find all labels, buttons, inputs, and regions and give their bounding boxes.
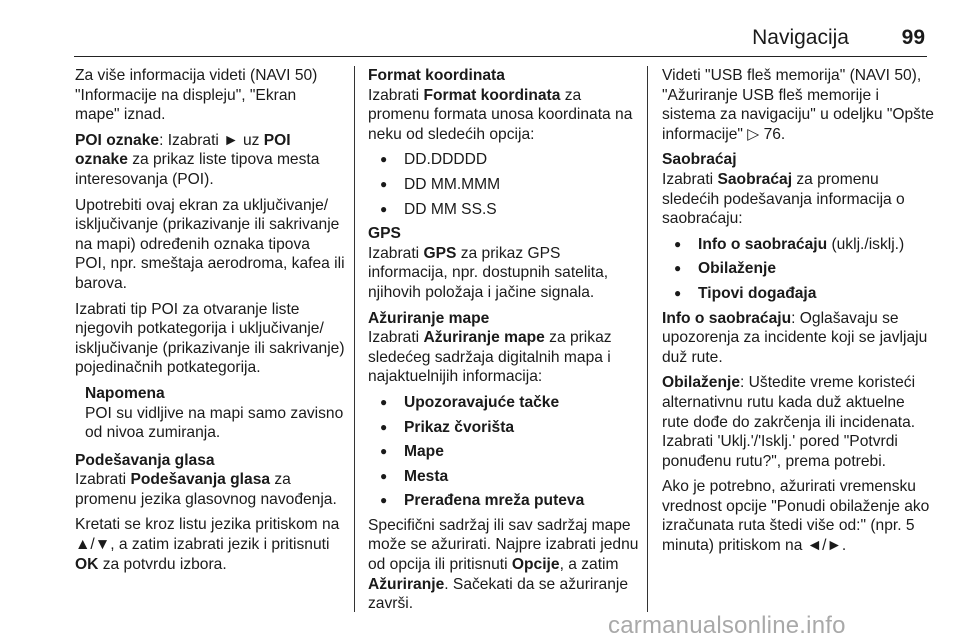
text: Specifični sadržaj ili sav sadržaj mape može se ažurirati. Najpre izabrati jednu od opcija ili pritisnuti (368, 516, 639, 574)
paragraph (368, 516, 640, 614)
section-heading: Format koordinata (368, 67, 505, 84)
column-1 (75, 66, 345, 580)
paragraph (368, 244, 640, 303)
paragraph: Videti "USB fleš memorija" (NAVI 50), "Ažuriranje USB fleš memorije i sistema za navigaciju" u odeljku "Opšte informacije" ▷ 76. (662, 67, 934, 143)
text: : Izabrati ► uz (159, 131, 264, 149)
column-2 (368, 66, 640, 620)
text: za potvrdu izbora. (98, 555, 227, 573)
bold-term: Saobraćaj (717, 170, 793, 188)
text: za promenu jezika glasovnog navođenja. (75, 471, 337, 508)
paragraph: Izabrati tip POI za otvaranje liste njegovih potkategorija i uključivanje/ isključivanje (prikazivanje ili sakrivanje) pojedinačnih potkategorija. (75, 300, 345, 377)
bold-term: Opcije (511, 556, 560, 574)
text: za promenu formata unosa koordinata na neku od sledećih opcija: (368, 86, 633, 143)
bold-term: Ažuriranje mape (423, 329, 545, 347)
list-item: ● Mape (368, 442, 640, 462)
bold-term: Podešavanja glasa (130, 471, 271, 489)
section-heading: GPS (368, 225, 401, 243)
page-title: Navigacija (752, 26, 849, 49)
text: za prikaz sledećeg sadržaja digitalnih mapa i najaktuelnijih informacija: (368, 329, 612, 386)
list-item: ● Obilaženje (662, 259, 934, 279)
text: za promenu sledećih podešavanja informacija o saobraćaju: (662, 170, 905, 228)
text: , a zatim (559, 556, 619, 574)
note-title: Napomena (85, 384, 165, 402)
paragraph (662, 373, 934, 471)
bold-term: Info o saobraćaju (662, 309, 792, 327)
bold-term: Info o saobraćaju (698, 235, 828, 253)
note-text: POI su vidljive na mapi samo zavisno od nivoa zumiranja. (85, 404, 344, 442)
text: Izabrati (368, 244, 424, 262)
section-heading: Ažuriranje mape (368, 309, 490, 327)
text: . Sačekati da se ažuriranje završi. (368, 575, 629, 613)
list-item: ● Upozoravajuće tačke (368, 393, 640, 413)
list-item: ● Prikaz čvorišta (368, 418, 640, 438)
paragraph-poi (75, 131, 345, 190)
page-number: 99 (901, 26, 925, 49)
list-item: ● DD.DDDDD (368, 150, 640, 170)
bold-term: Obilaženje (662, 374, 740, 392)
paragraph: Upotrebiti ovaj ekran za uključivanje/ isključivanje (prikazivanje ili sakrivanje na mapi) određenih oznaka tipova POI, npr. smeštaja aerodroma, kafea ili barova. (75, 196, 345, 292)
list-item (662, 235, 934, 255)
bold-term: Format koordinata (423, 86, 561, 104)
column-divider (354, 66, 355, 612)
section-heading: Saobraćaj (662, 151, 737, 169)
text: za prikaz GPS informacija, npr. dostupnih satelita, njihovih položaja i jačine signala. (368, 244, 609, 301)
paragraph (75, 470, 345, 509)
text: : Oglašavaju se upozorenja za incidente koji se javljaju duž rute. (662, 309, 928, 366)
paragraph: Ako je potrebno, ažurirati vremensku vrednost opcije "Ponudi obilaženje ako izračunata ruta štedi više od:" (npr. 5 minuta) pritiskom na ◄/►. (662, 478, 930, 555)
paragraph (662, 170, 934, 229)
bold-term: Ažuriranje (368, 575, 445, 593)
list-item: ● Mesta (368, 467, 640, 487)
text: Izabrati (75, 471, 131, 489)
list-item: ● DD MM.MMM (368, 175, 640, 195)
section-heading: Podešavanja glasa (75, 451, 215, 469)
list-item: ● Prerađena mreža puteva (368, 491, 640, 511)
paragraph: Za više informacija videti (NAVI 50) "Informacije na displeju", "Ekran mape" iznad. (75, 67, 318, 124)
watermark: carmanualsonline.info (608, 612, 846, 639)
bold-term: POI oznake (75, 131, 160, 149)
page-header (74, 22, 927, 57)
text: za prikaz liste tipova mesta interesovanja (POI). (75, 151, 320, 188)
column-3 (662, 66, 934, 562)
text: Izabrati (662, 170, 718, 188)
paragraph (662, 309, 934, 368)
bold-term: POI oznake (75, 131, 291, 169)
note-box (75, 384, 345, 443)
text: (uklj./isklj.) (827, 235, 905, 253)
text: : Uštedite vreme koristeći alternativnu rutu kada duž aktuelne rute dođe do zakrčenja ili incidenata. Izabrati 'Uklj.'/'Isklj.' pored "Potvrdi ponuđenu rutu?", prema potrebi. (662, 374, 916, 470)
paragraph (368, 86, 640, 145)
paragraph (368, 328, 640, 387)
paragraph (75, 515, 345, 574)
list-item: ● Tipovi događaja (662, 284, 934, 304)
list-item: ● DD MM SS.S (368, 200, 640, 220)
bold-term: OK (75, 555, 99, 573)
text: Izabrati (368, 86, 424, 104)
column-divider (647, 66, 648, 612)
bold-term: GPS (423, 244, 457, 262)
text: Kretati se kroz listu jezika pritiskom na ▲/▼, a zatim izabrati jezik i pritisnuti (75, 516, 340, 554)
text: Izabrati (368, 329, 424, 347)
